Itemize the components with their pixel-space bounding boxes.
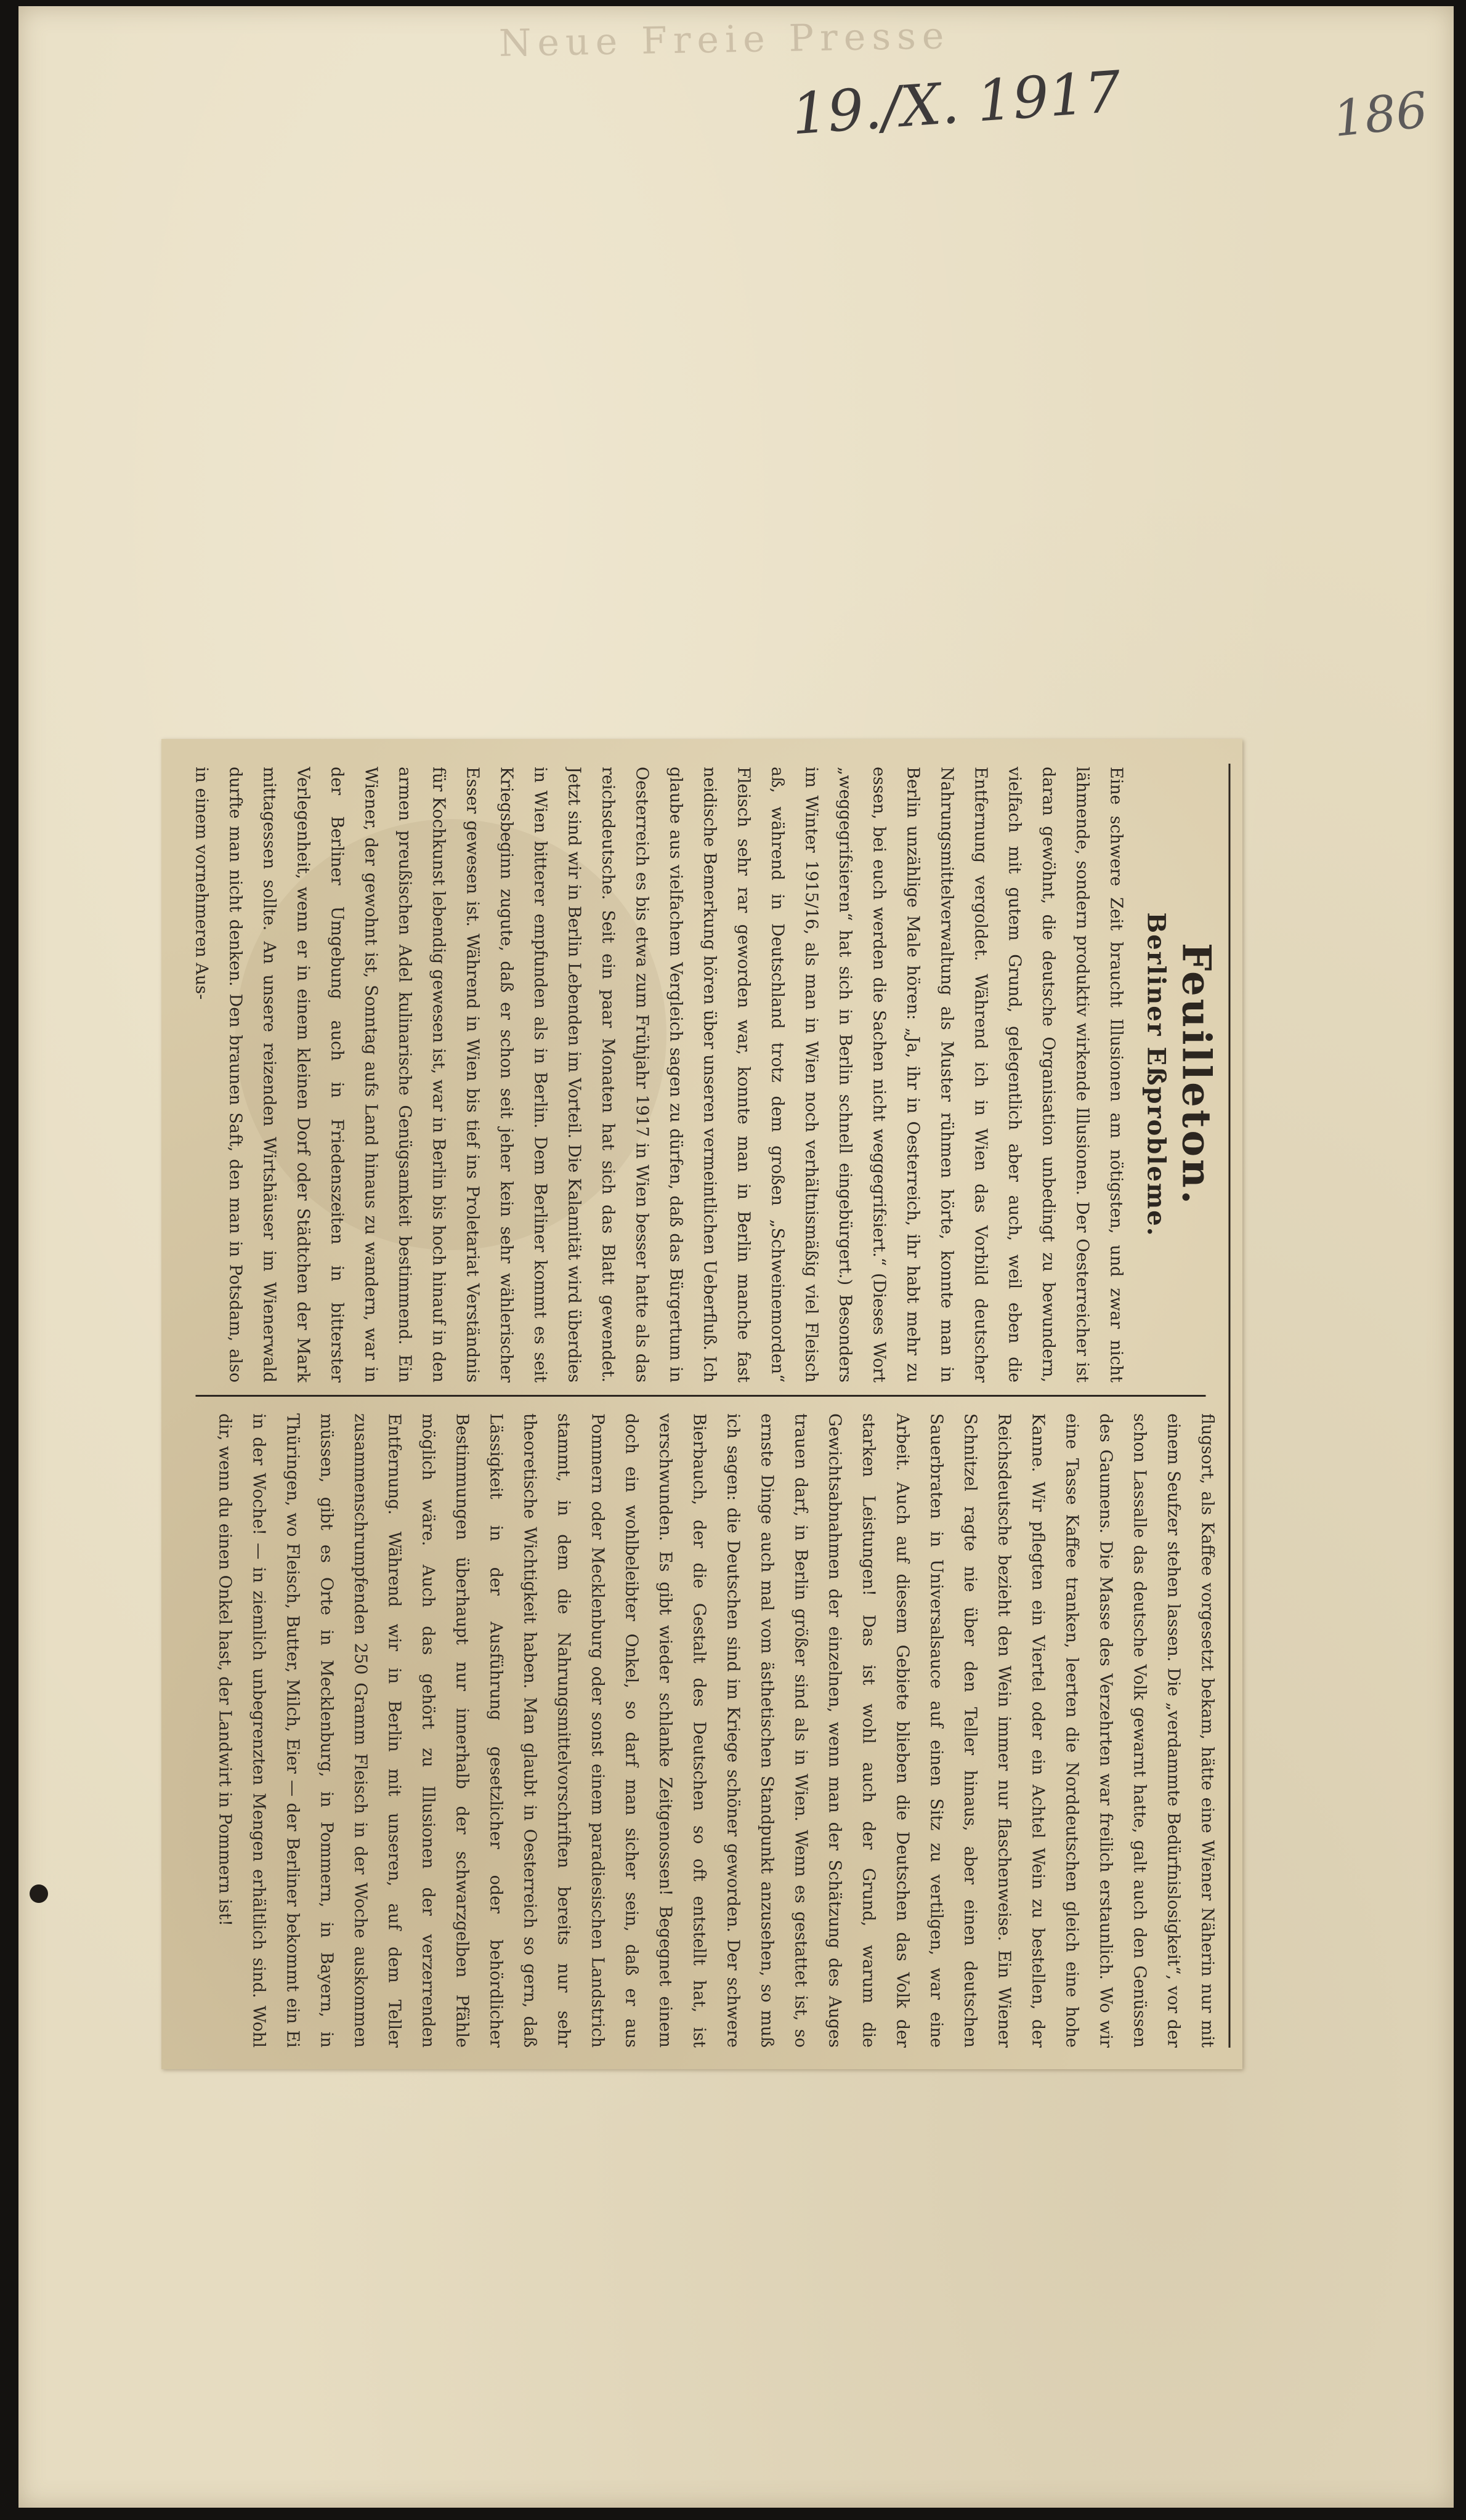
article-title: Berliner Eßprobleme.: [1141, 912, 1170, 1237]
handwritten-date: 19./X. 1917: [789, 59, 1124, 148]
article-column-left: [183, 767, 1224, 1383]
article-text-right: flugsort, als Kaffee vorgesetzt bekam, hätte eine Wiener Näherin nur mit einem Seufzer stehen lassen. Die „verdammte Bedürfnislosigkeit“, vor der schon Lassalle das deutsche Volk gewarnt hatte, galt auch den Genüssen des Gaumens. Die Masse des Verzehrten war freilich erstaunlich. Wo wir eine Tasse Kaffee tranken, leerten die Norddeutschen gleich eine hohe Kanne. Wir pflegten ein Viertel oder ein Achtel Wein zu bestellen, der Reichsdeutsche bezieht den Wein immer nur flaschenweise. Ein Wiener Schnitzel ragte nie über den Teller hinaus, aber einen deutschen Sauerbraten in Universalsauce auf einen Sitz zu vertilgen, war eine Arbeit. Auch auf diesem Gebiete blieben die Deutschen das Volk der starken Leistungen! Das ist wohl auch der Grund, warum die Gewichtsabnahmen der einzelnen, wenn man der Schätzung des Auges trauen darf, in Berlin größer sind als in Wien. Wenn es gestattet ist, so ernste Dinge auch mal vom ästhetischen Standpunkt anzusehen, so muß ich sagen: die Deutschen sind im Kriege schöner geworden. Der schwere Bierbauch, der die Gestalt des Deutschen so oft entstellt hat, ist verschwunden. Es gibt wieder schlanke Zeitgenossen! Begegnet einem doch ein wohlbeleibter Onkel, so darf man sicher sein, daß er aus Pommern oder Mecklenburg oder sonst einem paradiesischen Landstrich stammt, in dem die Nahrungsmittelvorschriften bereits nur sehr theoretische Wichtigkeit haben. Man glaubt in Oesterreich so gern, daß Lässigkeit in der Ausführung gesetzlicher oder behördlicher Bestimmungen überhaupt nur innerhalb der schwarzgelben Pfähle möglich wäre. Auch das gehört zu Illusionen der verzerrenden Entfernung. Während wir in Berlin mit unseren, auf dem Teller zusammenschrumpfenden 250 Gramm Fleisch in der Woche auskommen müssen, gibt es Orte in Mecklenburg, in Pommern, in Bayern, in Thüringen, wo Fleisch, Butter, Milch, Eier — der Berliner bekommt ein Ei in der Woche! — in ziemlich unbegrenzten Mengen erhältlich sind. Wohl dir, wenn du einen Onkel hast, der Landwirt in Pommern ist!: [215, 1413, 1217, 2048]
punch-hole: [30, 1884, 48, 1903]
rotated-article: [174, 754, 1230, 2054]
article-text-left: Eine schwere Zeit braucht Illusionen am nötigsten, und zwar nicht lähmende, sondern produktiv wirkende Illusionen. Der Oesterreicher ist daran gewöhnt, die deutsche Organisation unbedingt zu bewundern, vielfach mit gutem Grund, gelegentlich aber auch, weil eben die Entfernung vergoldet. Während ich in Wien das Vorbild deutscher Nahrungsmittelverwaltung als Muster rühmen hörte, konnte man in Berlin unzählige Male hören: „Ja, ihr in Oesterreich, ihr habt mehr zu essen, bei euch werden die Sachen nicht weggegrifsiert.“ (Dieses Wort „weggegrifsieren“ hat sich in Berlin schnell eingebürgert.) Besonders im Winter 1915/16, als man in Wien noch verhältnismäßig viel Fleisch aß, während in Deutschland trotz dem großen „Schweinemorden“ Fleisch sehr rar geworden war, konnte man in Berlin manche fast neidische Bemerkung hören über unseren vermeintlichen Ueberfluß. Ich glaube aus vielfachem Vergleich sagen zu dürfen, daß das Bürgertum in Oesterreich es bis etwa zum Frühjahr 1917 in Wien besser hatte als das reichsdeutsche. Seit ein paar Monaten hat sich das Blatt gewendet. Jetzt sind wir in Berlin Lebenden im Vorteil. Die Kalamität wird überdies in Wien bitterer empfunden als in Berlin. Dem Berliner kommt es seit Kriegsbeginn zugute, daß er schon seit jeher kein sehr wählerischer Esser gewesen ist. Während in Wien bis tief ins Proletariat Verständnis für Kochkunst lebendig gewesen ist, war in Berlin bis hoch hinauf in den armen preußischen Adel kulinarische Genügsamkeit bestimmend. Ein Wiener, der gewohnt ist, Sonntag aufs Land hinaus zu wandern, war in der Berliner Umgebung auch in Friedenszeiten in bitterster Verlegenheit, wenn er in einem kleinen Dorf oder Städtchen der Mark mittagessen sollte. An unsere reizenden Wirtshäuser im Wienerwald durfte man nicht denken. Den braunen Saft, den man in Potsdam, also in einem vornehmeren Aus-: [192, 767, 1125, 1383]
column-divider: [195, 1395, 1205, 1397]
top-rule: [1228, 764, 1230, 2048]
article-column-right: [183, 1413, 1224, 2048]
section-heading: Feuilleton.: [1173, 943, 1219, 1206]
archive-number: 186: [1330, 81, 1430, 148]
newspaper-clipping: [161, 739, 1242, 2069]
faint-newspaper-stamp: Neue Freie Presse: [498, 14, 950, 65]
